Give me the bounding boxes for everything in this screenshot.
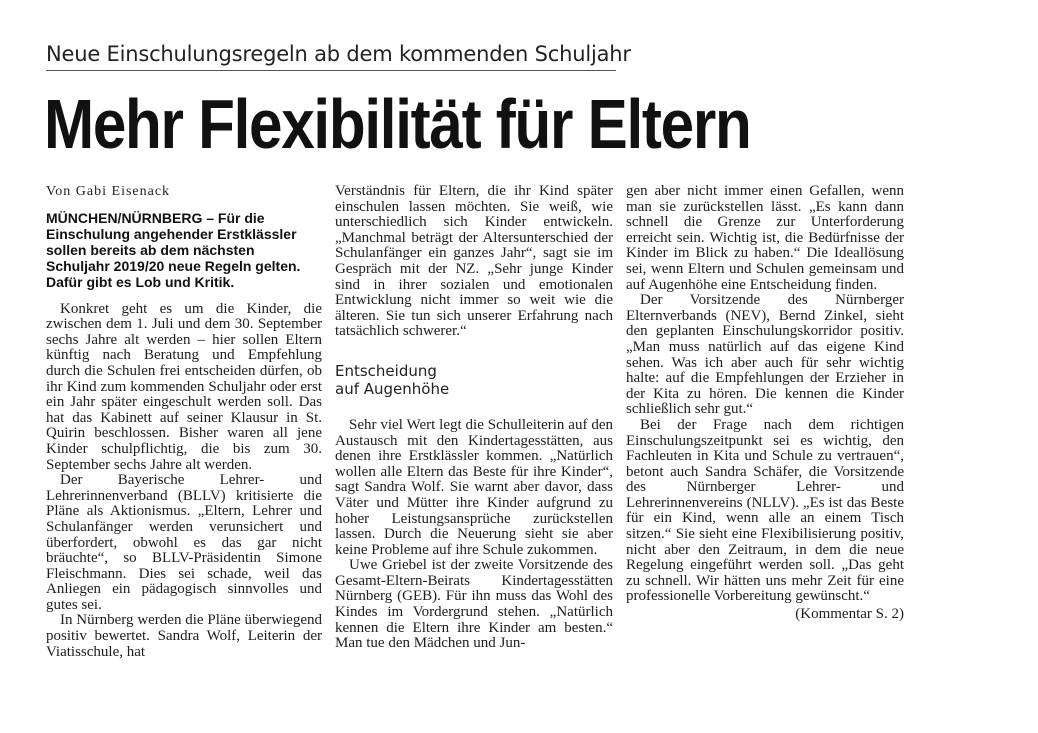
column-2 — [335, 184, 613, 652]
kicker-rule — [46, 70, 616, 71]
body-paragraph: Der Bayerische Lehrer- und Lehrerinnenverband (BLLV) kritisierte die Pläne als Aktionismus. „Eltern, Lehrer und Schulanfänger werden verunsichert und überfordert, obwohl es das gar nicht bräuchte“, so BLLV-Präsidentin Simone Fleischmann. Dies sei schade, weil das Anliegen ein pädagogisch sinnvolles und gutes sei. — [46, 472, 322, 613]
body-paragraph: Verständnis für Eltern, die ihr Kind später einschulen lassen möchten. Sie weiß, wie unterschiedlich sich Kinder entwickeln. „Manchmal beträgt der Altersunterschied der Schulanfänger ein ganzes Jahr“, sagt sie im Gespräch mit der NZ. „Sehr junge Kinder sind in ihrer sozialen und emotionalen Entwicklung nicht immer so weit wie die älteren. Sie tun sich unserer Erfahrung nach tatsächlich schwerer.“ — [335, 183, 613, 340]
body-paragraph: In Nürnberg werden die Pläne überwiegend positiv bewertet. Sandra Wolf, Leiterin der Viatisschule, hat — [46, 612, 322, 660]
body-paragraph: Der Vorsitzende des Nürnberger Elternverbands (NEV), Bernd Zinkel, sieht den geplanten Einschulungskorridor positiv. „Man muss natürlich auf das eigene Kind sehen. Was ich aber auch für sehr wichtig halte: auf die Empfehlungen der Erzieher in der Kita zu hören. Die kennen die Kinder schließlich sehr gut.“ — [626, 292, 904, 418]
body-paragraph: Konkret geht es um die Kinder, die zwischen dem 1. Juli und dem 30. September sechs Jahre alt werden – hier sollen Eltern künftig nach Beratung und Empfehlung durch die Schulen frei entscheiden dürfen, ob ihr Kind zum kommenden Schuljahr oder erst ein Jahr später eingeschult werden soll. Das hat das Kabinett auf seiner Klausur in St. Quirin beschlossen. Bisher waren all jene Kinder schulpflichtig, die bis zum 30. September sechs Jahre alt werden. — [46, 300, 322, 473]
subheading: Entscheidung auf Augenhöhe — [335, 361, 450, 398]
commentary-reference: (Kommentar S. 2) — [795, 606, 904, 623]
body-paragraph: Bei der Frage nach dem richtigen Einschulungszeitpunkt sei es wichtig, den Fachleuten in Kita und Schule zu vertrauen“, betont auch Sandra Schäfer, die Vorsitzende des Nürnberger Lehrer- und Lehrerinnenvereins (NLLV). „Es ist das Beste für ein Kind, wenn alle an einem Tisch sitzen.“ Sie sieht eine Flexibilisierung positiv, nicht aber den Zeitraum, in dem die neue Regelung eingeführt werden soll. „Das geht zu schnell. Wir hätten uns mehr Zeit für eine professionelle Vorbereitung gewünscht.“ — [626, 416, 904, 605]
byline: Von Gabi Eisenack — [46, 184, 171, 199]
column-3 — [626, 184, 904, 623]
kicker: Neue Einschulungsregeln ab dem kommenden Schuljahr — [46, 42, 631, 66]
body-paragraph: gen aber nicht immer einen Gefallen, wenn man sie zurückstellen lässt. „Es kann dann schnell die Grenze zur Unterforderung erreicht sein. Wichtig ist, die Bedürfnisse der Kinder im Blick zu haben.“ Die Ideallösung sei, wenn Eltern und Schulen gemeinsam und auf Augenhöhe eine Entscheidung finden. — [626, 183, 904, 293]
body-paragraph: Uwe Griebel ist der zweite Vorsitzende des Gesamt-Eltern-Beirats Kindertagesstätten Nürnberg (GEB). Für ihn muss das Wohl des Kindes im Vordergrund stehen. „Natürlich kennen die Eltern ihre Kinder am besten.“ Man tue den Mädchen und Jun- — [335, 557, 613, 652]
body-paragraph: Sehr viel Wert legt die Schulleiterin auf den Austausch mit den Kindertagesstätten, aus denen ihre Erstklässler kommen. „Natürlich wollen alle Eltern das Beste für ihre Kinder“, sagt Sandra Wolf. Sie warnt aber davor, dass Väter und Mütter ihre Kinder aufgrund zu hoher Leistungsansprüche zurückstellen lassen. Durch die Neuerung sieht sie aber keine Probleme auf ihre Schule zukommen. — [335, 416, 613, 558]
lead-paragraph: MÜNCHEN/NÜRNBERG – Für die Einschulung angehender Erstklässler sollen bereits ab dem nächsten Schuljahr 2019/20 neue Regeln gelten. Dafür gibt es Lob und Kritik. — [46, 209, 301, 290]
headline: Mehr Flexibilität für Eltern — [44, 85, 751, 163]
column-1 — [46, 184, 322, 660]
